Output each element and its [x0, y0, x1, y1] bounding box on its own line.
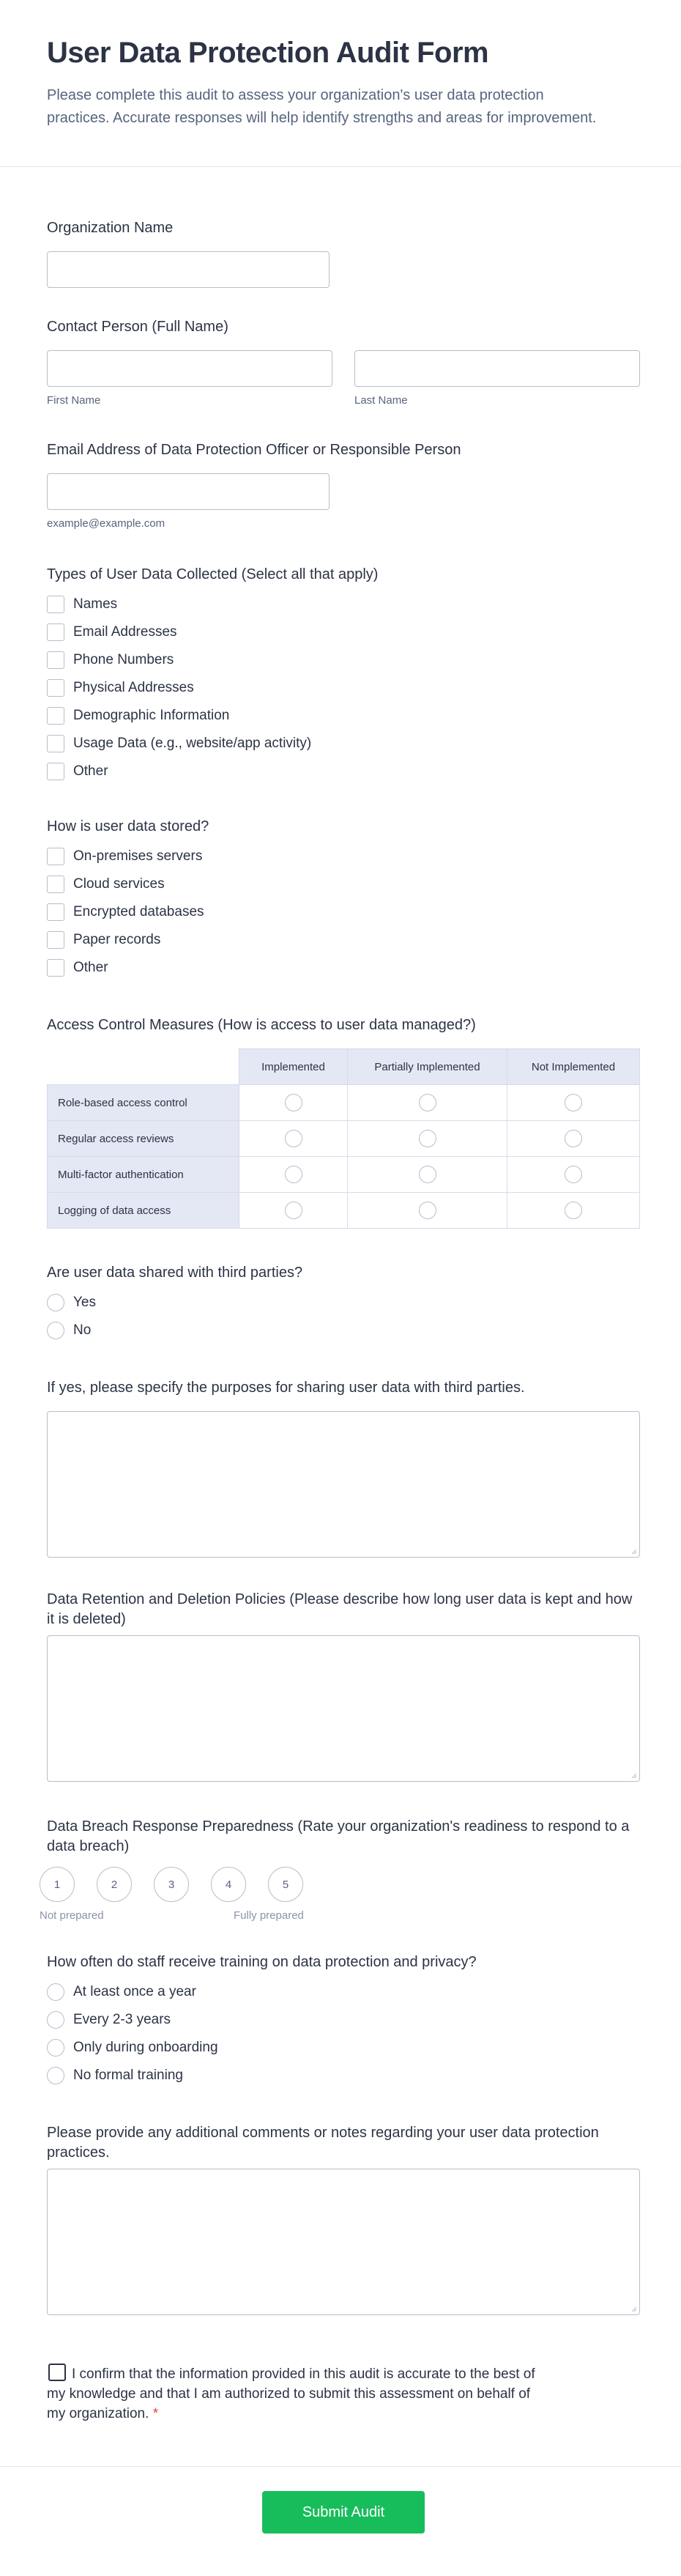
- first-name-sublabel: First Name: [47, 394, 101, 407]
- contact-field: [47, 317, 640, 407]
- purposes-label: If yes, please specify the purposes for sharing user data with third parties.: [47, 1380, 525, 1396]
- access-label: Access Control Measures (How is access to user data managed?): [47, 1017, 476, 1033]
- matrix-row: [48, 1157, 640, 1193]
- matrix-row-label: Regular access reviews: [48, 1121, 239, 1157]
- training-options: [47, 1978, 477, 2090]
- form-description: Please complete this audit to assess your organization's user data protection practices. Accurate responses will help identify strengths and areas for improvement.: [47, 87, 597, 126]
- checkbox-option[interactable]: Physical Addresses: [47, 674, 378, 702]
- checkbox-option[interactable]: Email Addresses: [47, 618, 378, 646]
- training-field: [47, 1953, 477, 2090]
- confirm-checkbox[interactable]: [48, 2364, 66, 2381]
- radio-option[interactable]: Only during onboarding: [47, 2034, 477, 2062]
- required-mark: *: [152, 2406, 159, 2421]
- email-field: [47, 440, 461, 530]
- scale-low-label: Not prepared: [40, 1909, 104, 1922]
- breach-label: Data Breach Response Preparedness (Rate your organization's readiness to respond to a data breach): [47, 1818, 630, 1854]
- checkbox[interactable]: [47, 651, 64, 669]
- comments-textarea[interactable]: [47, 2169, 640, 2315]
- storage-options: [47, 843, 209, 982]
- checkbox-option[interactable]: On-premises servers: [47, 843, 209, 870]
- access-field: [47, 1015, 640, 1229]
- breach-scale: [40, 1867, 640, 1902]
- radio-option[interactable]: No formal training: [47, 2062, 477, 2090]
- matrix-column-header: Implemented: [239, 1049, 348, 1085]
- matrix-row-label: Role-based access control: [48, 1085, 239, 1121]
- comments-label: Please provide any additional comments or notes regarding your user data protection practices.: [47, 2125, 599, 2161]
- checkbox[interactable]: [47, 903, 64, 921]
- scale-option[interactable]: 5: [268, 1867, 303, 1902]
- checkbox-option[interactable]: Usage Data (e.g., website/app activity): [47, 730, 378, 758]
- checkbox[interactable]: [47, 623, 64, 641]
- checkbox[interactable]: [47, 848, 64, 865]
- radio[interactable]: [47, 1983, 64, 2001]
- resize-handle-icon[interactable]: [630, 2305, 637, 2312]
- checkbox[interactable]: [47, 876, 64, 893]
- data-types-options: [47, 591, 378, 785]
- radio[interactable]: [47, 1322, 64, 1339]
- matrix-row: [48, 1085, 640, 1121]
- org-input[interactable]: [47, 251, 330, 288]
- checkbox[interactable]: [47, 596, 64, 613]
- first-name-input[interactable]: [47, 350, 332, 387]
- retention-label: Data Retention and Deletion Policies (Please describe how long user data is kept and how it is deleted): [47, 1591, 633, 1627]
- radio[interactable]: [47, 2067, 64, 2084]
- confirm-text: I confirm that the information provided in this audit is accurate to the best of my knowledge and that I am authorized to submit this assessment on behalf of my organization.: [47, 2366, 535, 2421]
- email-sublabel: example@example.com: [47, 517, 165, 530]
- radio[interactable]: [47, 1294, 64, 1311]
- matrix-radio[interactable]: [285, 1166, 302, 1183]
- sharing-options: [47, 1289, 302, 1344]
- retention-textarea[interactable]: [47, 1635, 640, 1782]
- radio-option[interactable]: At least once a year: [47, 1978, 477, 2006]
- scale-option[interactable]: 3: [154, 1867, 189, 1902]
- matrix-radio[interactable]: [419, 1166, 436, 1183]
- matrix-radio[interactable]: [419, 1202, 436, 1219]
- scale-option[interactable]: 4: [211, 1867, 246, 1902]
- scale-option[interactable]: 2: [97, 1867, 132, 1902]
- confirm-field: [47, 2364, 552, 2424]
- last-name-input[interactable]: [354, 350, 640, 387]
- checkbox[interactable]: [47, 679, 64, 697]
- checkbox-option[interactable]: Phone Numbers: [47, 646, 378, 674]
- scale-option[interactable]: 1: [40, 1867, 75, 1902]
- email-input[interactable]: [47, 473, 330, 510]
- matrix-radio[interactable]: [419, 1130, 436, 1147]
- matrix-row-label: Logging of data access: [48, 1193, 239, 1229]
- radio-option[interactable]: Every 2-3 years: [47, 2006, 477, 2034]
- radio[interactable]: [47, 2011, 64, 2029]
- matrix-radio[interactable]: [565, 1130, 582, 1147]
- checkbox-option[interactable]: Other: [47, 954, 209, 982]
- email-label: Email Address of Data Protection Officer or Responsible Person: [47, 442, 461, 458]
- matrix-radio[interactable]: [285, 1094, 302, 1111]
- matrix-row: [48, 1121, 640, 1157]
- form-header: [0, 0, 681, 167]
- matrix-radio[interactable]: [565, 1166, 582, 1183]
- checkbox[interactable]: [47, 763, 64, 780]
- resize-handle-icon[interactable]: [630, 1547, 637, 1555]
- sharing-label: Are user data shared with third parties?: [47, 1265, 303, 1281]
- data-types-field: [47, 565, 378, 785]
- matrix-radio[interactable]: [565, 1202, 582, 1219]
- radio-option[interactable]: No: [47, 1317, 302, 1344]
- checkbox[interactable]: [47, 707, 64, 725]
- matrix-row-label: Multi-factor authentication: [48, 1157, 239, 1193]
- storage-label: How is user data stored?: [47, 818, 209, 834]
- form-title: User Data Protection Audit Form: [47, 37, 489, 69]
- contact-label: Contact Person (Full Name): [47, 319, 228, 335]
- matrix-column-header: Partially Implemented: [348, 1049, 507, 1085]
- footer-divider: [0, 2466, 681, 2467]
- checkbox-option[interactable]: Other: [47, 758, 378, 785]
- checkbox[interactable]: [47, 931, 64, 949]
- matrix-radio[interactable]: [285, 1130, 302, 1147]
- matrix-row: [48, 1193, 640, 1229]
- matrix-radio[interactable]: [419, 1094, 436, 1111]
- last-name-sublabel: Last Name: [354, 394, 408, 407]
- checkbox-option[interactable]: Encrypted databases: [47, 898, 209, 926]
- comments-field: [47, 2123, 640, 2315]
- checkbox-option[interactable]: Names: [47, 591, 378, 618]
- purposes-textarea[interactable]: [47, 1411, 640, 1558]
- checkbox-option[interactable]: Cloud services: [47, 870, 209, 898]
- storage-field: [47, 817, 209, 982]
- matrix-radio[interactable]: [285, 1202, 302, 1219]
- matrix-radio[interactable]: [565, 1094, 582, 1111]
- breach-field: [40, 1817, 640, 1924]
- checkbox-option[interactable]: Demographic Information: [47, 702, 378, 730]
- access-matrix: [47, 1048, 640, 1229]
- resize-handle-icon[interactable]: [630, 1772, 637, 1779]
- retention-field: [47, 1590, 640, 1782]
- checkbox[interactable]: [47, 959, 64, 977]
- radio[interactable]: [47, 2039, 64, 2057]
- data-types-label: Types of User Data Collected (Select all that apply): [47, 566, 379, 582]
- radio-option[interactable]: Yes: [47, 1289, 302, 1317]
- scale-high-label: Fully prepared: [234, 1909, 304, 1922]
- checkbox-option[interactable]: Paper records: [47, 926, 209, 954]
- purposes-field: [47, 1378, 640, 1558]
- matrix-column-header: Not Implemented: [507, 1049, 640, 1085]
- submit-button[interactable]: Submit Audit: [262, 2491, 425, 2534]
- sharing-field: [47, 1263, 302, 1344]
- org-field: [47, 218, 330, 288]
- training-label: How often do staff receive training on data protection and privacy?: [47, 1954, 477, 1970]
- org-label: Organization Name: [47, 220, 174, 236]
- checkbox[interactable]: [47, 735, 64, 752]
